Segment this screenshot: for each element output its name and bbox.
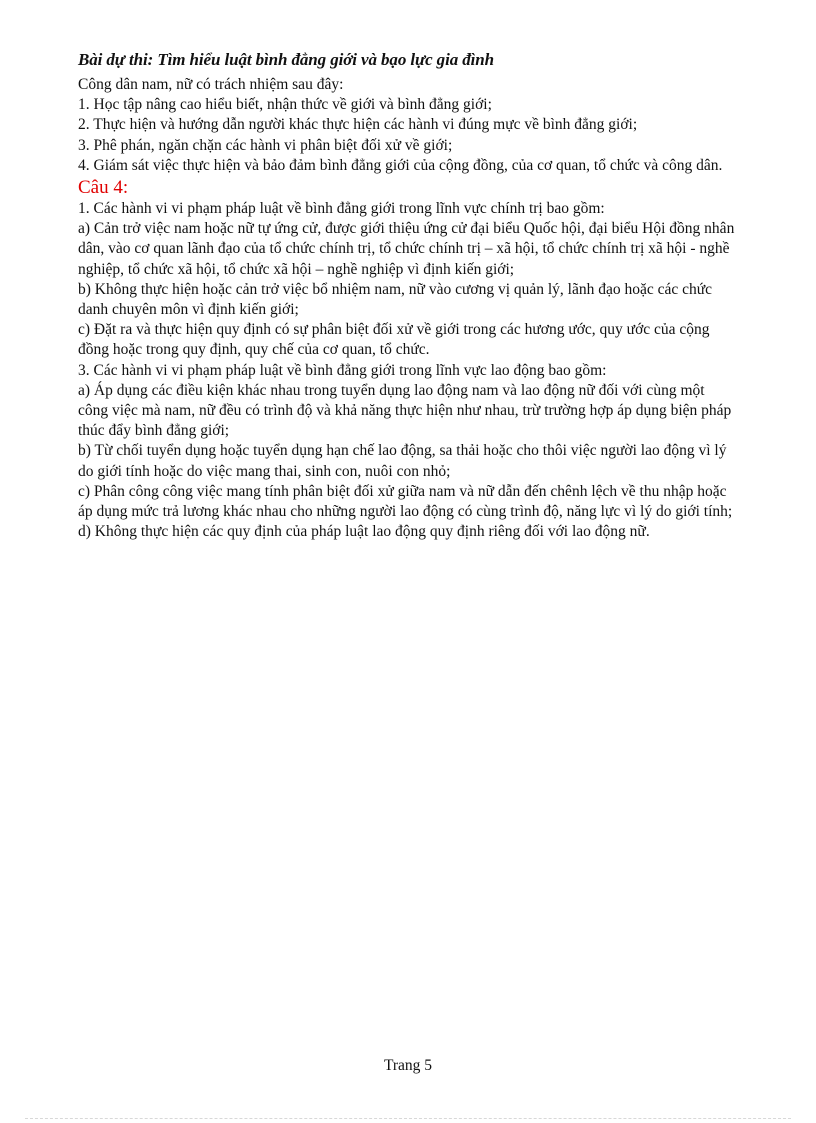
page-bottom-divider — [25, 1118, 791, 1119]
question-line: c) Phân công công việc mang tính phân biệt đối xử giữa nam và nữ dẫn đến chênh lệch về thu nhập hoặc áp dụng mức trả lương khác nhau cho những người lao động có cùng trình độ, năng lực vì lý do giới tính; — [78, 482, 733, 521]
document-title: Bài dự thi: Tìm hiểu luật bình đẳng giới và bạo lực gia đình — [78, 50, 494, 69]
question-line: 1. Các hành vi vi phạm pháp luật về bình đẳng giới trong lĩnh vực chính trị bao gồm: — [78, 200, 605, 218]
document-body — [78, 48, 738, 542]
page-footer: Trang 5 — [383, 1057, 433, 1074]
intro-section — [78, 75, 738, 176]
question-line: b) Từ chối tuyển dụng hoặc tuyển dụng hạn chế lao động, sa thải hoặc cho thôi việc người lao động vì lý do giới tính hoặc do việc mang thai, sinh con, nuôi con nhỏ; — [78, 442, 727, 480]
intro-line: 4. Giám sát việc thực hiện và bảo đảm bình đẳng giới của cộng đồng, của cơ quan, tổ chức và công dân. — [78, 156, 723, 174]
question-heading: Câu 4: — [78, 177, 129, 199]
question-line: c) Đặt ra và thực hiện quy định có sự phân biệt đối xử về giới trong các hương ước, quy ước của cộng đồng hoặc trong quy định, quy chế của cơ quan, tổ chức. — [78, 321, 710, 359]
question-line: a) Cản trở việc nam hoặc nữ tự ứng cử, được giới thiệu ứng cử đại biểu Quốc hội, đại biểu Hội đồng nhân dân, vào cơ quan lãnh đạo của tổ chức chính trị, tổ chức chính trị – xã hội, tổ chức chính trị xã hội - nghề nghiệp, tổ chức xã hội, tổ chức xã hội – nghề nghiệp vì định kiến giới; — [78, 220, 735, 278]
question-section — [78, 199, 738, 542]
intro-line: 1. Học tập nâng cao hiểu biết, nhận thức về giới và bình đẳng giới; — [78, 96, 492, 114]
intro-line: Công dân nam, nữ có trách nhiệm sau đây: — [78, 76, 344, 93]
question-line: d) Không thực hiện các quy định của pháp luật lao động quy định riêng đối với lao động nữ. — [78, 523, 650, 541]
question-line: 3. Các hành vi vi phạm pháp luật về bình đẳng giới trong lĩnh vực lao động bao gồm: — [78, 361, 607, 379]
question-line: b) Không thực hiện hoặc cản trở việc bổ nhiệm nam, nữ vào cương vị quản lý, lãnh đạo hoặc các chức danh chuyên môn vì định kiến giới; — [78, 280, 713, 319]
question-line: a) Áp dụng các điều kiện khác nhau trong tuyển dụng lao động nam và lao động nữ đối với cùng một công việc mà nam, nữ đều có trình độ và khả năng thực hiện như nhau, trừ trường hợp áp dụng biện pháp thúc đẩy bình đẳng giới; — [78, 381, 732, 440]
intro-line: 3. Phê phán, ngăn chặn các hành vi phân biệt đối xử về giới; — [78, 136, 453, 154]
intro-line: 2. Thực hiện và hướng dẫn người khác thực hiện các hành vi đúng mực về bình đẳng giới; — [78, 116, 638, 134]
